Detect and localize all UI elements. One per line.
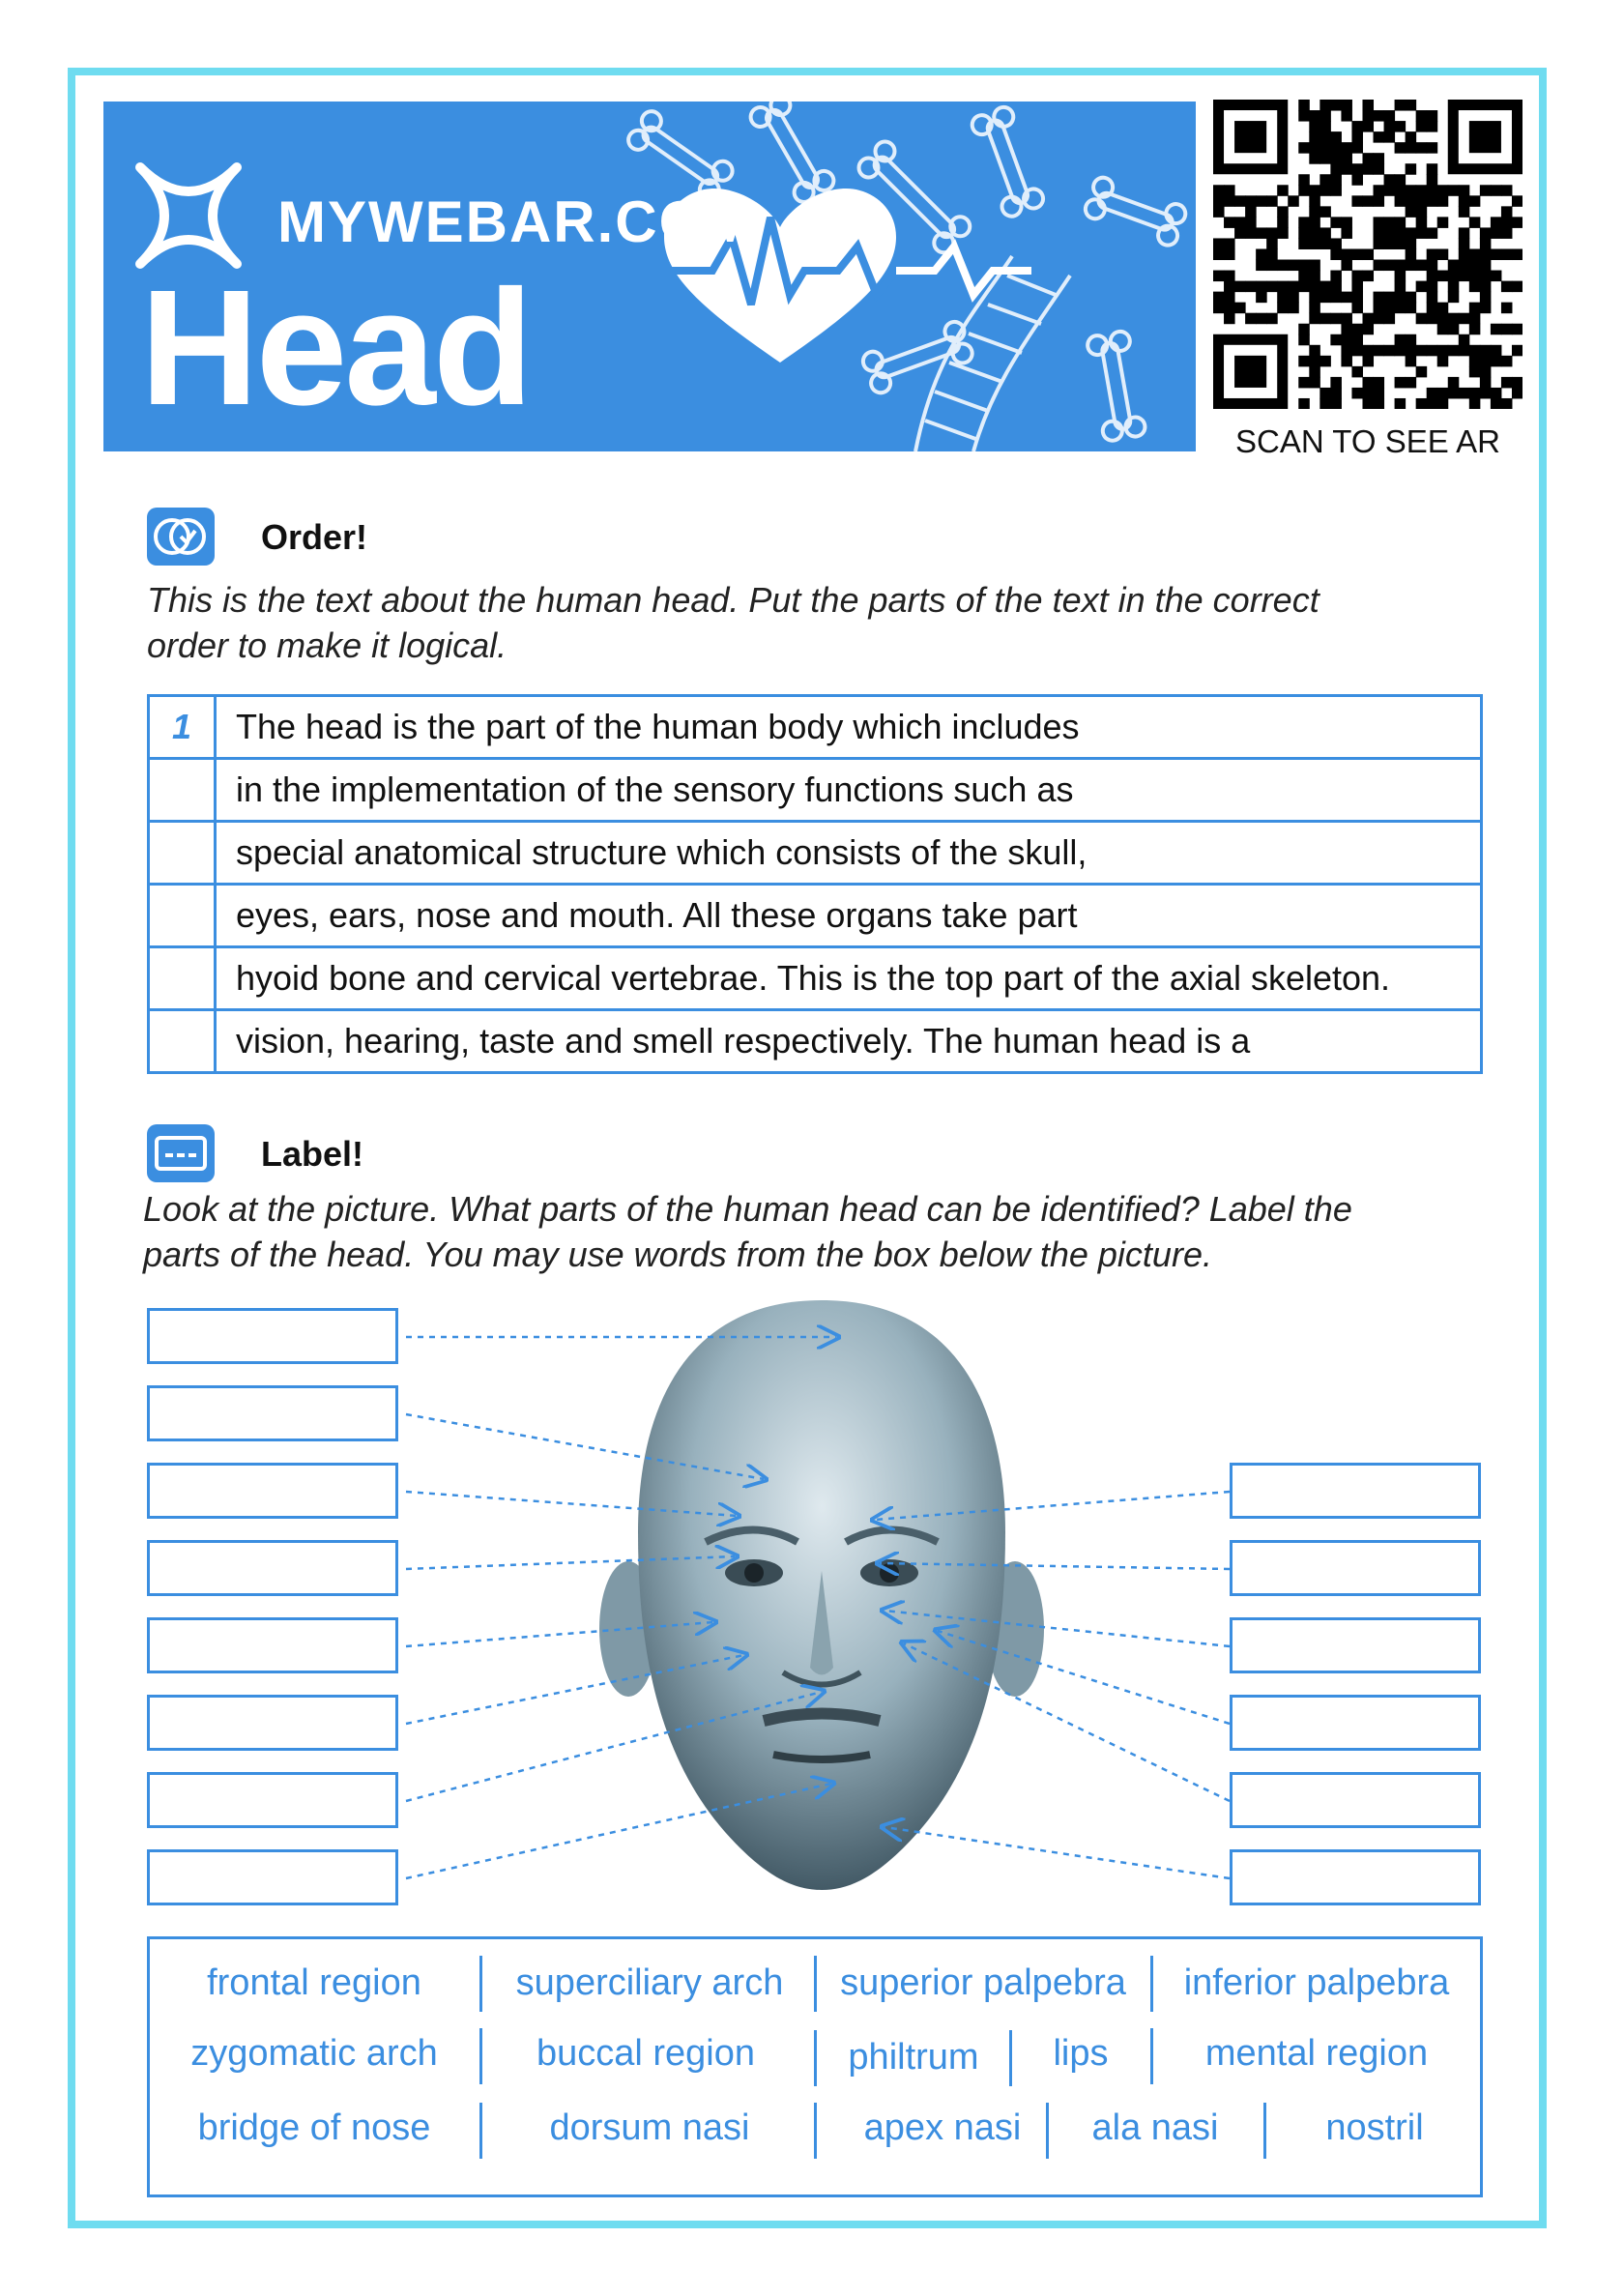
word-bank-item: superior palpebra — [840, 1962, 1126, 2003]
order-text-cell: hyoid bone and cervical vertebrae. This is the top part of the axial skeleton. — [216, 947, 1482, 1010]
label-instruction-line: parts of the head. You may use words from the box below the picture. — [143, 1235, 1212, 1274]
order-text-cell: in the implementation of the sensory functions such as — [216, 759, 1482, 822]
label-section-title: Label! — [261, 1134, 364, 1174]
word-separator — [1046, 2103, 1049, 2159]
brand-name: MYWEBAR.COM — [277, 189, 757, 254]
word-bank-item: inferior palpebra — [1183, 1962, 1450, 2003]
order-text-cell: special anatomical structure which consists of the skull, — [216, 822, 1482, 885]
label-answer-box[interactable] — [1230, 1695, 1481, 1751]
label-answer-box[interactable] — [147, 1695, 398, 1751]
order-text-cell: eyes, ears, nose and mouth. All these organs take part — [216, 885, 1482, 947]
word-separator — [479, 2103, 482, 2159]
label-answer-box[interactable] — [1230, 1617, 1481, 1673]
pointer-line — [884, 1611, 1230, 1646]
scan-label: SCAN TO SEE AR — [1235, 423, 1500, 459]
word-bank-item: buccal region — [536, 2033, 756, 2074]
order-text-cell: vision, hearing, taste and smell respectively. The human head is a — [216, 1010, 1482, 1073]
pointer-line — [406, 1784, 831, 1878]
label-answer-box[interactable] — [147, 1463, 398, 1519]
word-separator — [479, 2028, 482, 2084]
word-separator — [814, 2103, 817, 2159]
word-bank-item: nostril — [1325, 2107, 1424, 2148]
word-bank-item: dorsum nasi — [549, 2107, 750, 2148]
word-separator — [1150, 1956, 1153, 2012]
word-bank-item: apex nasi — [863, 2107, 1022, 2148]
label-answer-box[interactable] — [147, 1772, 398, 1828]
label-answer-box[interactable] — [147, 1308, 398, 1364]
word-separator — [1150, 2028, 1153, 2084]
pointer-line — [406, 1692, 822, 1801]
label-answer-box[interactable] — [147, 1617, 398, 1673]
pointer-line — [880, 1563, 1230, 1569]
word-separator — [1009, 2030, 1012, 2086]
label-answer-box[interactable] — [147, 1849, 398, 1905]
word-separator — [814, 2030, 817, 2086]
pointer-line — [938, 1631, 1230, 1724]
pointer-line — [875, 1492, 1230, 1520]
word-bank-item: superciliary arch — [515, 1962, 784, 2003]
label-answer-box[interactable] — [1230, 1772, 1481, 1828]
pointer-line — [406, 1655, 744, 1724]
order-instruction-line: order to make it logical. — [147, 625, 508, 665]
order-number-cell[interactable]: 1 — [149, 696, 216, 759]
label-answer-box[interactable] — [1230, 1540, 1481, 1596]
label-instruction-line: Look at the picture. What parts of the human head can be identified? Label the — [143, 1189, 1352, 1229]
word-bank-item: mental region — [1204, 2033, 1429, 2074]
pointer-line — [406, 1622, 713, 1646]
word-bank-item: frontal region — [207, 1962, 421, 2003]
order-section-title: Order! — [261, 517, 368, 557]
label-answer-box[interactable] — [1230, 1463, 1481, 1519]
word-bank-item: zygomatic arch — [190, 2033, 438, 2074]
word-bank-item: bridge of nose — [197, 2107, 431, 2148]
pointer-line — [406, 1556, 735, 1569]
word-bank-item: lips — [1053, 2033, 1109, 2074]
word-separator — [479, 1956, 482, 2012]
order-text-cell: The head is the part of the human body which includes — [216, 696, 1482, 759]
word-bank-item: ala nasi — [1091, 2107, 1219, 2148]
label-answer-box[interactable] — [147, 1540, 398, 1596]
pointer-line — [884, 1827, 1230, 1878]
pointer-line — [406, 1414, 764, 1479]
word-separator — [814, 1956, 817, 2012]
pointer-line — [406, 1492, 737, 1516]
word-bank-item: philtrum — [848, 2037, 979, 2078]
word-separator — [1263, 2103, 1266, 2159]
order-instruction-line: This is the text about the human head. Put the parts of the text in the correct — [147, 580, 1320, 620]
pointer-line — [904, 1643, 1230, 1801]
label-answer-box[interactable] — [1230, 1849, 1481, 1905]
page-title: Head — [140, 256, 531, 440]
label-answer-box[interactable] — [147, 1385, 398, 1441]
